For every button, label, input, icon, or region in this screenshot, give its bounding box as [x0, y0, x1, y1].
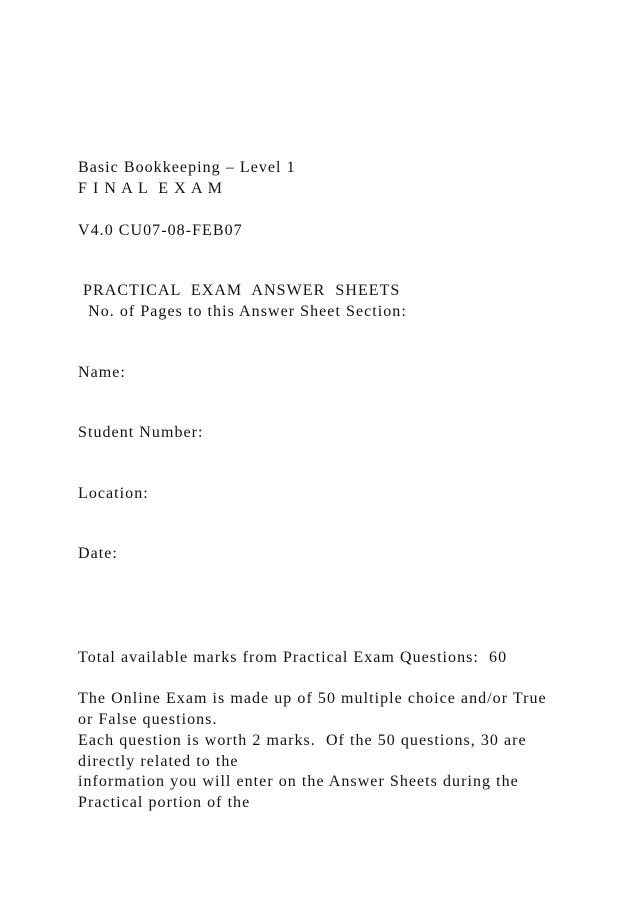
version-code: V4.0 CU07-08-FEB07: [78, 222, 243, 239]
body-line: or False questions.: [78, 711, 218, 728]
body-line: The Online Exam is made up of 50 multiple choice and/or True: [78, 690, 547, 707]
body-line: information you will enter on the Answer Sheets during the: [78, 773, 519, 790]
body-line: Practical portion of the: [78, 794, 251, 811]
course-title: Basic Bookkeeping – Level 1: [78, 159, 296, 176]
body-line: directly related to the: [78, 753, 239, 770]
student-number-label: Student Number:: [78, 424, 204, 441]
pages-label: No. of Pages to this Answer Sheet Section:: [78, 303, 407, 320]
exam-title: F I N A L E X A M: [78, 180, 223, 197]
section-title: PRACTICAL EXAM ANSWER SHEETS: [78, 282, 401, 299]
date-label: Date:: [78, 545, 118, 562]
body-line: Each question is worth 2 marks. Of the 50 questions, 30 are: [78, 732, 527, 749]
total-marks: Total available marks from Practical Exam Questions: 60: [78, 649, 508, 666]
location-label: Location:: [78, 485, 149, 502]
name-label: Name:: [78, 364, 126, 381]
